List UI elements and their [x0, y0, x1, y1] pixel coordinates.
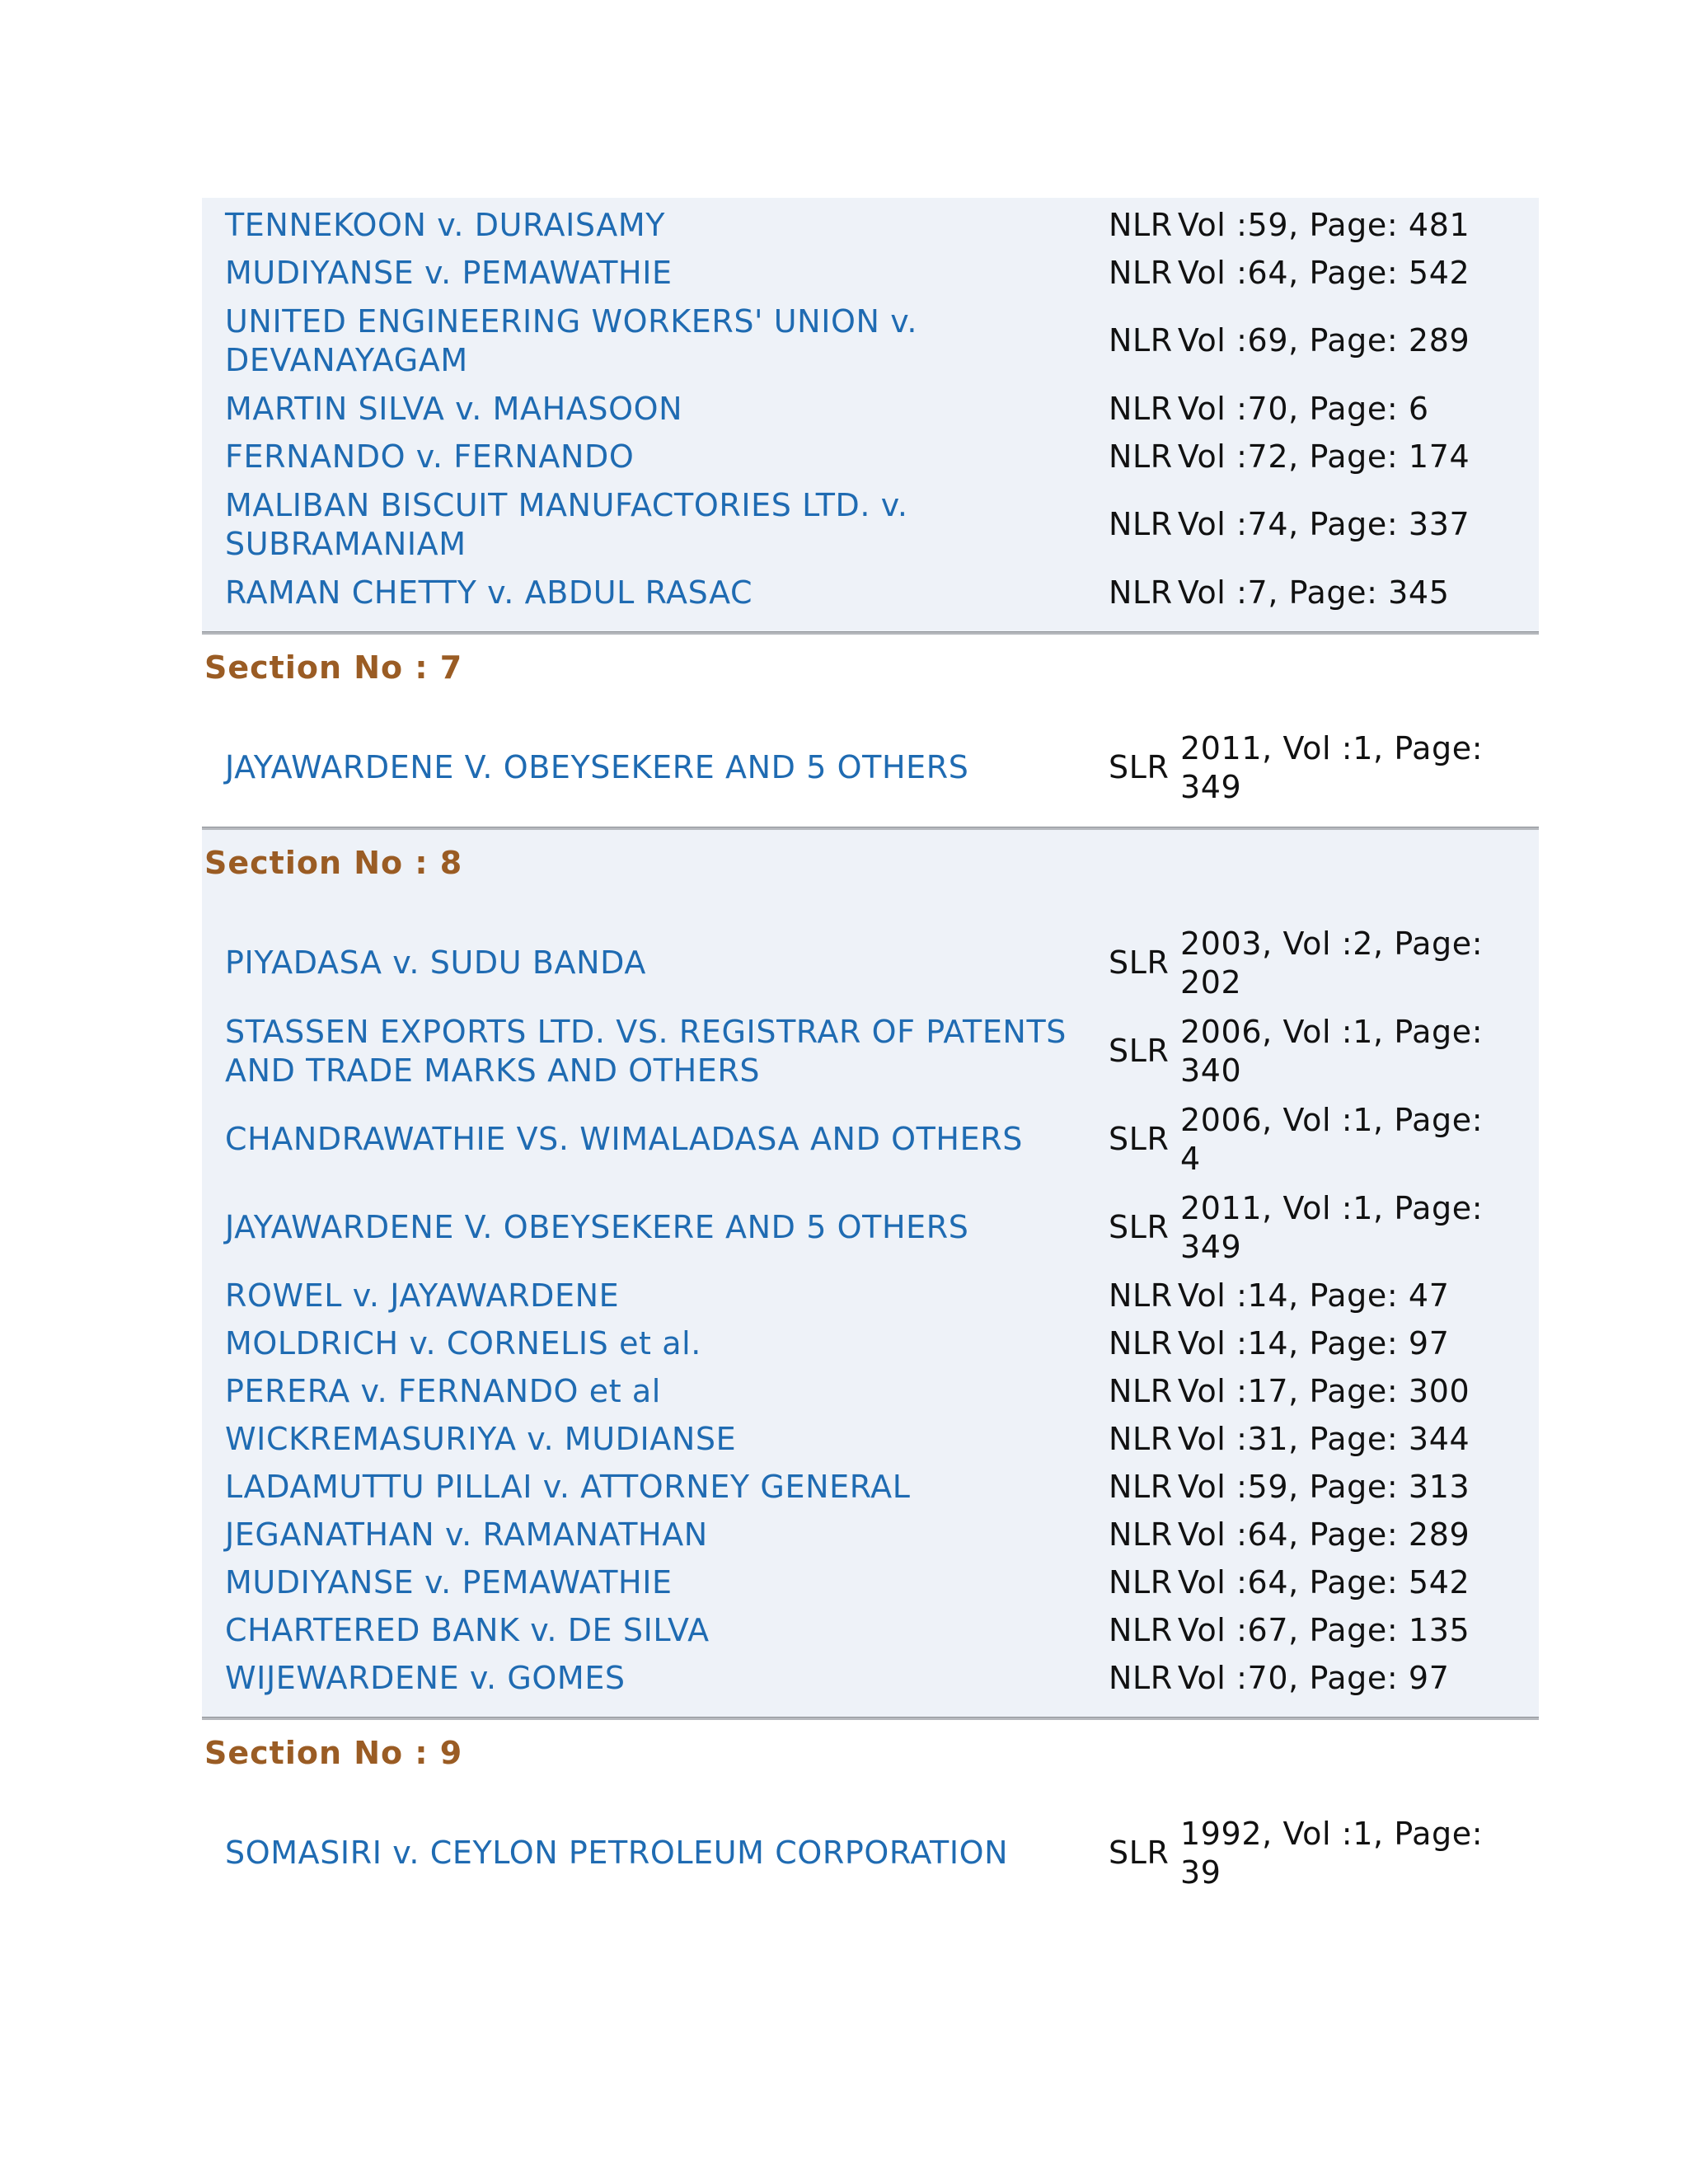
citation	[1109, 1420, 1470, 1459]
case-name-link[interactable]: TENNEKOON v. DURAISAMY	[225, 206, 666, 243]
citation-row	[202, 724, 1539, 812]
volume-page: Vol :64, Page: 542	[1177, 254, 1470, 291]
report-series: NLR	[1109, 1372, 1173, 1409]
continuation-block	[202, 198, 1539, 631]
citation-row	[202, 249, 1539, 297]
case-name-link[interactable]	[202, 486, 1109, 564]
case-name-link[interactable]: FERNANDO v. FERNANDO	[225, 438, 635, 475]
case-name-link[interactable]: CHARTERED BANK v. DE SILVA	[225, 1611, 710, 1648]
volume-page	[1180, 1013, 1518, 1090]
citation	[1109, 729, 1518, 807]
citation-row	[202, 1367, 1539, 1415]
citation-row	[202, 569, 1539, 616]
case-name-link[interactable]: ROWEL v. JAYAWARDENE	[225, 1277, 620, 1314]
case-name-line: STASSEN EXPORTS LTD. VS. REGISTRAR OF PATENTS	[225, 1013, 1067, 1050]
citation	[1109, 438, 1470, 476]
volume-page-line: 39	[1180, 1854, 1221, 1891]
section-block	[202, 1720, 1539, 1897]
citation	[1109, 254, 1470, 293]
volume-page: Vol :70, Page: 6	[1177, 390, 1429, 427]
citation-row	[202, 1606, 1539, 1654]
citation	[1109, 1611, 1470, 1650]
citation-row	[202, 1007, 1539, 1095]
volume-page: Vol :31, Page: 344	[1177, 1420, 1470, 1457]
case-name-line: UNITED ENGINEERING WORKERS' UNION v.	[225, 302, 918, 340]
citation-row	[202, 1095, 1539, 1183]
report-series: NLR	[1109, 1611, 1173, 1648]
citation	[1109, 206, 1470, 245]
volume-page	[1180, 1189, 1518, 1267]
citation	[1109, 505, 1470, 544]
citation-row	[202, 919, 1539, 1007]
report-series: NLR	[1109, 1468, 1173, 1505]
section-spacer	[202, 701, 1539, 724]
section-spacer	[202, 896, 1539, 919]
volume-page-line: 2003, Vol :2, Page:	[1180, 925, 1484, 962]
citation	[1109, 1372, 1470, 1411]
citation	[1109, 1013, 1518, 1090]
case-name-link[interactable]: MUDIYANSE v. PEMAWATHIE	[225, 1563, 673, 1601]
report-series: NLR	[1109, 574, 1173, 611]
volume-page: Vol :59, Page: 481	[1177, 206, 1470, 243]
citation-row	[202, 1654, 1539, 1702]
case-name-link[interactable]: SOMASIRI v. CEYLON PETROLEUM CORPORATION	[225, 1835, 1009, 1871]
section-title: Section No : 8	[204, 845, 463, 881]
report-series: SLR	[1109, 1835, 1170, 1871]
citation-row	[202, 1272, 1539, 1319]
volume-page: Vol :72, Page: 174	[1177, 438, 1470, 475]
volume-page: Vol :7, Page: 345	[1177, 574, 1450, 611]
case-name-link[interactable]: JEGANATHAN v. RAMANATHAN	[225, 1516, 708, 1553]
volume-page-line: 349	[1180, 1228, 1242, 1265]
case-citation-document	[202, 198, 1539, 1897]
volume-page: Vol :67, Page: 135	[1177, 1611, 1470, 1648]
volume-page	[1180, 729, 1518, 807]
volume-page: Vol :74, Page: 337	[1177, 506, 1470, 542]
case-name-link[interactable]: LADAMUTTU PILLAI v. ATTORNEY GENERAL	[225, 1468, 911, 1505]
volume-page-line: 202	[1180, 963, 1242, 1001]
case-name-link[interactable]: MOLDRICH v. CORNELIS et al.	[225, 1324, 701, 1361]
citation-row	[202, 1463, 1539, 1511]
volume-page-line: 2006, Vol :1, Page:	[1180, 1013, 1484, 1050]
case-name-link[interactable]: WIJEWARDENE v. GOMES	[225, 1659, 626, 1696]
section-title: Section No : 7	[204, 649, 463, 686]
volume-page: Vol :17, Page: 300	[1177, 1372, 1470, 1409]
citation	[1109, 1101, 1518, 1179]
citation	[1109, 925, 1518, 1002]
report-series: NLR	[1109, 206, 1173, 243]
citation	[1109, 1468, 1470, 1507]
citation	[1109, 1324, 1450, 1363]
volume-page-line: 2011, Vol :1, Page:	[1180, 729, 1484, 766]
citation-row	[202, 433, 1539, 480]
case-name-line: SUBRAMANIAM	[225, 525, 467, 562]
volume-page: Vol :64, Page: 542	[1177, 1563, 1470, 1601]
volume-page-line: 349	[1180, 768, 1242, 805]
report-series: NLR	[1109, 1277, 1173, 1314]
case-name-link[interactable]: PIYADASA v. SUDU BANDA	[225, 944, 646, 981]
section-block	[202, 830, 1539, 1717]
case-name-link[interactable]	[202, 1013, 1109, 1090]
citation	[1109, 390, 1429, 429]
citation	[1109, 1277, 1450, 1315]
report-series: NLR	[1109, 1420, 1173, 1457]
case-name-link[interactable]	[202, 302, 1109, 380]
citation	[1109, 1516, 1470, 1554]
volume-page-line: 4	[1180, 1140, 1201, 1177]
citation-row	[202, 480, 1539, 569]
volume-page: Vol :70, Page: 97	[1177, 1659, 1450, 1696]
case-name-link[interactable]: CHANDRAWATHIE VS. WIMALADASA AND OTHERS	[225, 1121, 1023, 1157]
section-spacer	[202, 1786, 1539, 1809]
report-series: NLR	[1109, 1659, 1173, 1696]
case-name-link[interactable]: PERERA v. FERNANDO et al	[225, 1372, 661, 1409]
volume-page: Vol :14, Page: 47	[1177, 1277, 1450, 1314]
section-block	[202, 635, 1539, 827]
volume-page	[1180, 925, 1518, 1002]
citation	[1109, 1659, 1450, 1698]
report-series: NLR	[1109, 438, 1173, 475]
report-series: NLR	[1109, 254, 1173, 291]
citation-row	[202, 1511, 1539, 1558]
report-series: SLR	[1109, 944, 1170, 981]
citation-row	[202, 1809, 1539, 1897]
citation	[1109, 1815, 1518, 1892]
report-series: NLR	[1109, 1563, 1173, 1601]
volume-page: Vol :14, Page: 97	[1177, 1324, 1450, 1361]
report-series: NLR	[1109, 1324, 1173, 1361]
case-name-line: DEVANAYAGAM	[225, 341, 468, 378]
report-series: NLR	[1109, 390, 1173, 427]
citation-row	[202, 1415, 1539, 1463]
volume-page-line: 2006, Vol :1, Page:	[1180, 1101, 1484, 1138]
case-name-line: AND TRADE MARKS AND OTHERS	[225, 1052, 761, 1089]
citation-row	[202, 297, 1539, 385]
report-series: SLR	[1109, 1209, 1170, 1245]
volume-page	[1180, 1101, 1518, 1179]
report-series: SLR	[1109, 1033, 1170, 1069]
report-series: SLR	[1109, 749, 1170, 785]
citation-row	[202, 385, 1539, 433]
case-name-link[interactable]: WICKREMASURIYA v. MUDIANSE	[225, 1420, 737, 1457]
citation-row	[202, 1319, 1539, 1367]
citation-row	[202, 1558, 1539, 1606]
volume-page-line: 340	[1180, 1052, 1242, 1089]
volume-page-line: 1992, Vol :1, Page:	[1180, 1815, 1484, 1852]
citation	[1109, 574, 1450, 612]
report-series: NLR	[1109, 1516, 1173, 1553]
report-series: SLR	[1109, 1121, 1170, 1157]
volume-page-line: 2011, Vol :1, Page:	[1180, 1189, 1484, 1226]
case-name-link[interactable]: MARTIN SILVA v. MAHASOON	[225, 390, 683, 427]
section-title: Section No : 9	[204, 1735, 463, 1771]
case-name-link[interactable]: JAYAWARDENE V. OBEYSEKERE AND 5 OTHERS	[225, 1209, 969, 1245]
volume-page: Vol :64, Page: 289	[1177, 1516, 1470, 1553]
report-series: NLR	[1109, 506, 1173, 542]
volume-page: Vol :69, Page: 289	[1177, 322, 1470, 359]
citation-row	[202, 201, 1539, 249]
citation-row	[202, 1183, 1539, 1272]
citation	[1109, 1563, 1470, 1602]
citation	[1109, 1189, 1518, 1267]
case-name-link[interactable]: MUDIYANSE v. PEMAWATHIE	[225, 254, 673, 291]
citation	[1109, 321, 1470, 360]
volume-page: Vol :59, Page: 313	[1177, 1468, 1470, 1505]
case-name-link[interactable]: JAYAWARDENE V. OBEYSEKERE AND 5 OTHERS	[225, 749, 969, 785]
case-name-link[interactable]: RAMAN CHETTY v. ABDUL RASAC	[225, 574, 753, 611]
case-name-line: MALIBAN BISCUIT MANUFACTORIES LTD. v.	[225, 486, 908, 523]
volume-page	[1180, 1815, 1518, 1892]
report-series: NLR	[1109, 322, 1173, 359]
